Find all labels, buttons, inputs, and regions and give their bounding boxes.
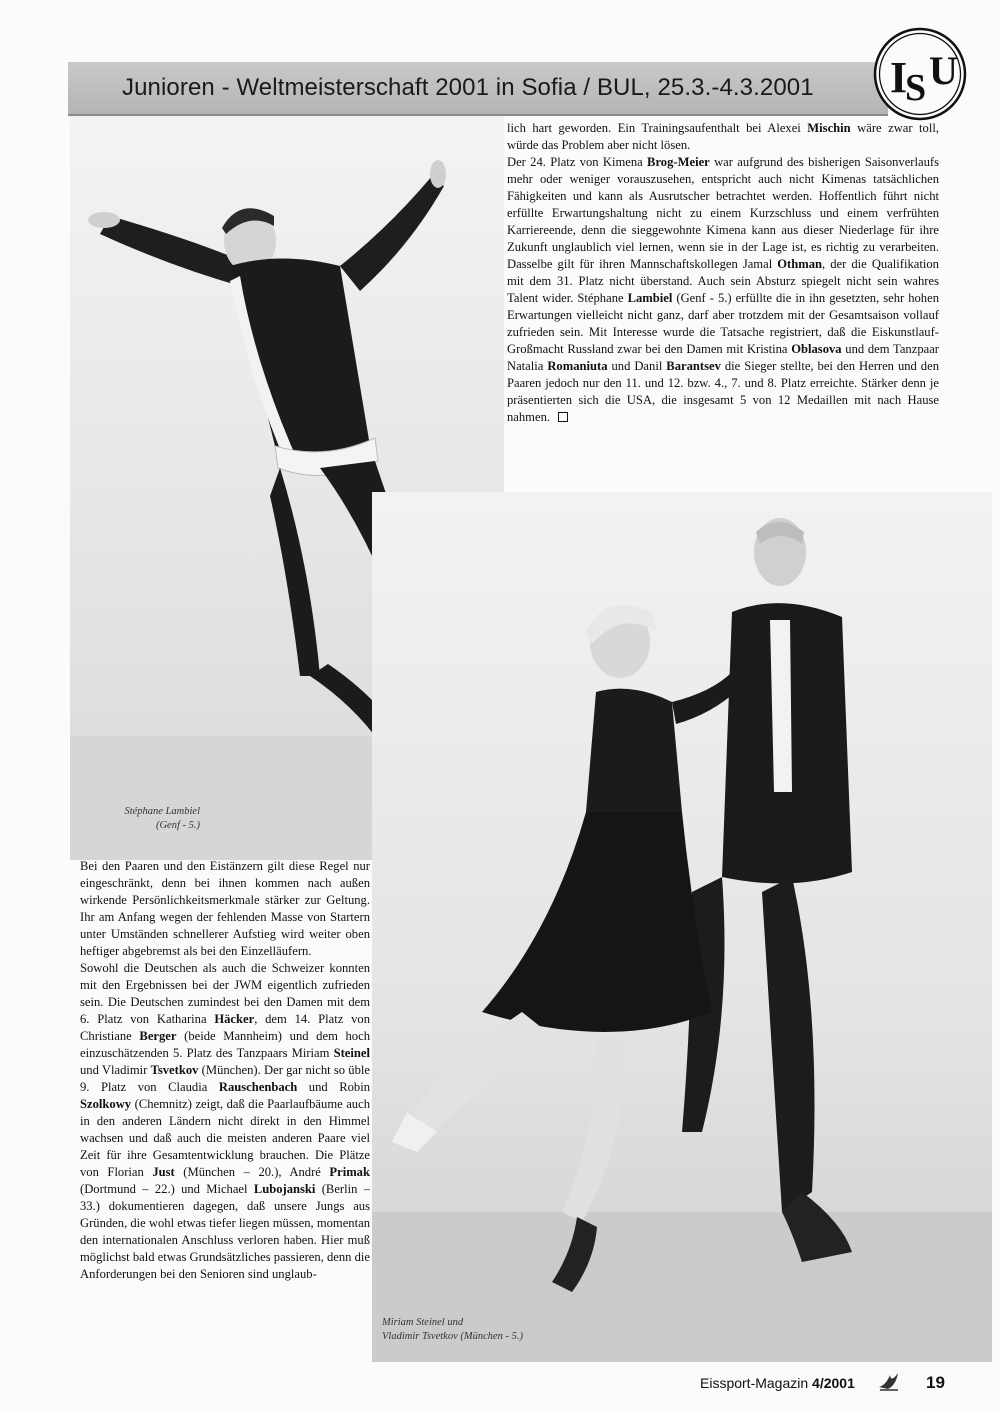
highlighted-name: Lubojanski [253, 1182, 316, 1196]
highlighted-name: Just [152, 1165, 175, 1179]
page-footer [700, 1373, 948, 1395]
article-column-right [507, 120, 939, 426]
highlighted-name: Lambiel [627, 291, 673, 305]
couple-figure [372, 492, 992, 1362]
svg-text:U: U [929, 48, 958, 93]
highlighted-name: Berger [139, 1029, 177, 1043]
magazine-name: Eissport-Magazin 4/2001 [700, 1375, 855, 1391]
article-paragraph: Sowohl die Deutschen als auch die Schweizer konnten mit den Ergebnissen bei der JWM eigentlich zufrieden sein. Die Deutschen zumindest bei den Damen mit dem 6. Platz von Katharina Häcker, dem 14. Platz von Christiane Berger (beide Mannheim) und dem hoch einzuschätzenden 5. Platz des Tanzpaars Miriam Steinel und Vladimir Tsvetkov (München). Der gar nicht so üble 9. Platz von Claudia Rauschenbach und Robin Szolkowy (Chemnitz) zeigt, daß die Paarlaufbäume auch in den anderen Ländern nicht direkt in den Himmel wachsen und daß auch die meisten anderen Paare viel Zeit für ihre Gesamtentwicklung brauchen. Die Plätze von Florian Just (München – 20.), André Primak (Dortmund – 22.) und Michael Lubojanski (Berlin – 33.) dokumentieren dagegen, daß unsere Jungs aus Gründen, die wohl etwas tiefer liegen müssen, momentan den internationalen Anschluss verloren haben. Hier muß möglichst bald etwas Grundsätzliches passieren, denn die Anforderungen bei den Senioren sind unglaub- [80, 961, 370, 1281]
photo-ice-dance-couple [372, 492, 992, 1362]
article-column-left [80, 858, 370, 1283]
article-paragraph: Bei den Paaren und den Eistänzern gilt diese Regel nur eingeschränkt, denn bei ihnen kommen nach außen wirkende Persönlichkeitsmerkmale stärker zur Geltung. Ihr am Anfang wegen der fehlenden Masse von Startern unter Umständen schnellerer Aufstieg wird weiter oben heftiger abgebremst als bei den Einzelläufern. [80, 859, 370, 958]
highlighted-name: Primak [329, 1165, 370, 1179]
svg-text:S: S [905, 67, 927, 109]
photo-caption-bottom [382, 1316, 582, 1344]
caption-line: (Genf - 5.) [155, 820, 200, 831]
highlighted-name: Brog-Meier [647, 155, 710, 169]
article-paragraph: Der 24. Platz von Kimena Brog-Meier war aufgrund des bisherigen Saisonverlaufs mehr oder weniger vorauszusehen, entspricht auch nicht Kimenas tatsächlichen Fähigkeiten und kann als Ausrutscher betrachtet werden. Hoffentlich führt nicht erfüllte Erwartungshaltung nicht zu einem Kurzschluss und einem verfrühten Karriereende, denn die sieggewohnte Kimena kann aus dieser Niederlage für ihre Zukunft unglaublich viel lernen, wenn sie in der Lage ist, es richtig zu verarbeiten. Dasselbe gilt für ihren Mannschaftskollegen Jamal Othman, der die Qualifikation mit dem 31. Platz nicht überstand. Auch sein Absturz spiegelt nicht sein wahres Talent wider. Stéphane Lambiel (Genf - 5.) erfüllte die in ihn gesetzten, sehr hohen Erwartungen vielleicht nicht ganz, darf aber trotzdem mit der Gesamtsaison vollauf zufrieden sein. Mit Interesse wurde die Tatsache registriert, daß die Eiskunstlauf-Großmacht Russland zwar bei den Damen mit Kristina Oblasova und dem Tanzpaar Natalia Romaniuta und Danil Barantsev die Sieger stellte, bei den Herren und den Paaren jedoch nur den 11. und 12. bzw. 4., 7. und 8. Platz erreichte. Stärker denn je präsentierten sich die USA, die insgesamt 5 von 12 Medaillen mit nach Hause nahmen. [507, 155, 939, 424]
highlighted-name: Rauschenbach [218, 1080, 298, 1094]
highlighted-name: Oblasova [791, 342, 842, 356]
page-title: Junioren - Weltmeisterschaft 2001 in Sofia / BUL, 25.3.-4.3.2001 [122, 74, 814, 101]
highlighted-name: Othman [777, 257, 823, 271]
svg-text:I: I [890, 53, 908, 102]
highlighted-name: Mischin [807, 121, 851, 135]
isu-logo [872, 26, 968, 122]
end-of-article-icon [558, 412, 568, 422]
highlighted-name: Barantsev [666, 359, 721, 373]
highlighted-name: Steinel [333, 1046, 370, 1060]
photo-caption-top [80, 805, 200, 833]
highlighted-name: Szolkowy [80, 1097, 132, 1111]
article-paragraph: lich hart geworden. Ein Trainingsaufenthalt bei Alexei Mischin wäre zwar toll, würde das Problem aber nicht lösen. [507, 121, 939, 152]
magazine-bird-icon [876, 1367, 902, 1393]
issue-number: 4/2001 [812, 1375, 855, 1391]
highlighted-name: Romaniuta [547, 359, 608, 373]
highlighted-name: Tsvetkov [150, 1063, 199, 1077]
caption-line: Vladimir Tsvetkov (München - 5.) [382, 1331, 524, 1342]
caption-line: Stéphane Lambiel [124, 806, 200, 817]
caption-line: Miriam Steinel und [382, 1317, 464, 1328]
highlighted-name: Häcker [214, 1012, 255, 1026]
page-number: 19 [926, 1373, 945, 1392]
